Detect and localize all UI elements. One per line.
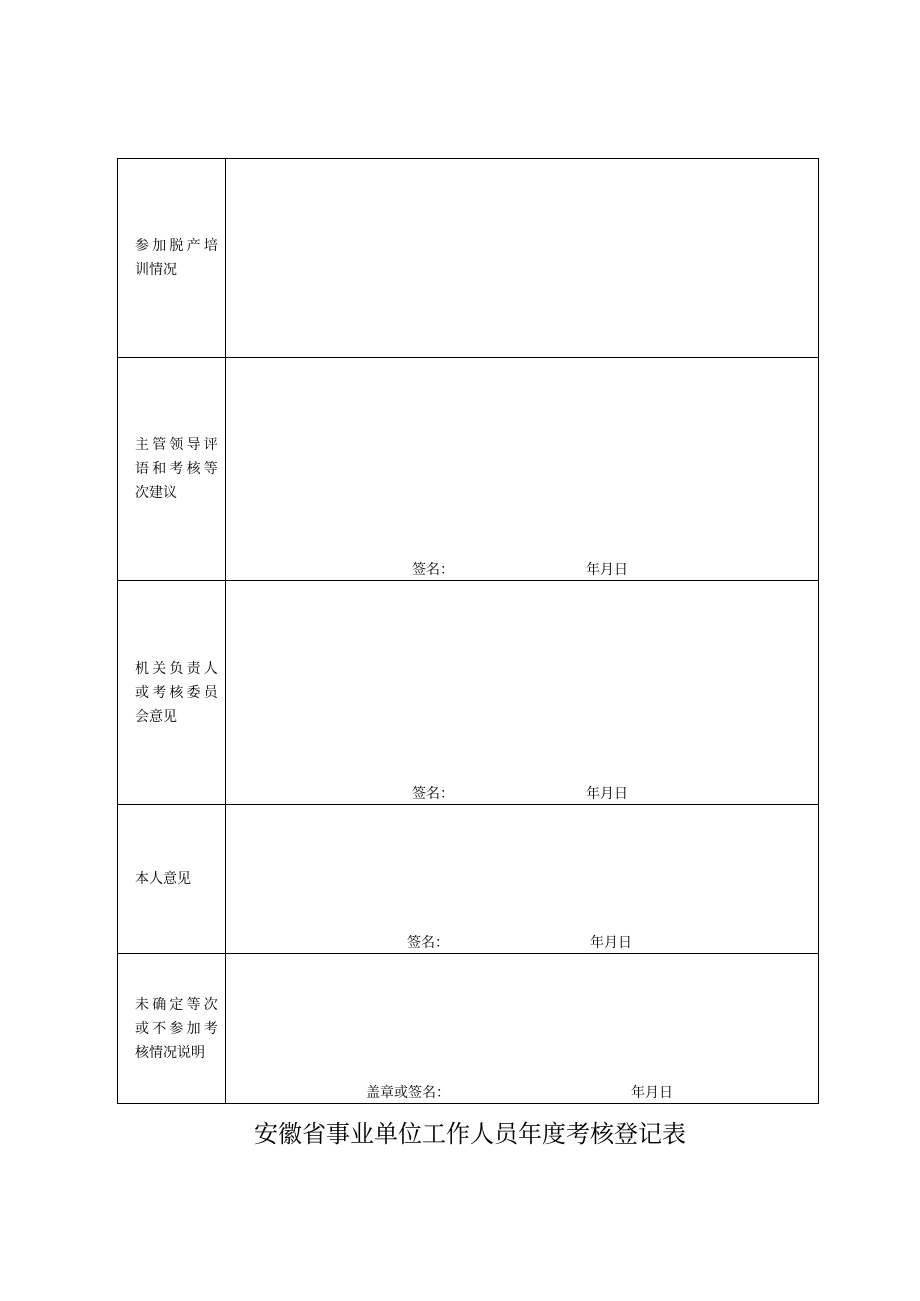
row-label-self-opinion [118, 805, 226, 954]
table-row-training [118, 159, 819, 358]
signature-label: 签名： [412, 786, 454, 802]
label-line: 机关负责人 [135, 660, 221, 677]
agency-opinion-area[interactable] [226, 581, 819, 805]
date-label: 年月日 [586, 786, 628, 802]
supervisor-comments-area[interactable] [226, 358, 819, 581]
label-line: 本人意见 [135, 871, 191, 887]
row-label-agency-opinion [118, 581, 226, 805]
training-content-area[interactable] [226, 159, 819, 358]
label-line: 训情况 [135, 262, 177, 278]
label-line: 核情况说明 [135, 1044, 205, 1061]
seal-or-signature-label: 盖章或签名： [366, 1085, 450, 1101]
label-line: 未确定等次 [135, 996, 221, 1013]
table-row-supervisor-comments [118, 358, 819, 581]
table-row-unassessed-explanation [118, 954, 819, 1104]
unassessed-explanation-area[interactable] [226, 954, 819, 1104]
label-line: 或考核委员 [135, 684, 221, 701]
self-opinion-area[interactable] [226, 805, 819, 954]
row-label-training [118, 159, 226, 358]
label-line: 或不参加考 [135, 1020, 221, 1037]
label-line: 会意见 [135, 708, 177, 725]
date-label: 年月日 [586, 562, 628, 578]
label-line: 参加脱产培 [135, 238, 221, 254]
table-row-self-opinion [118, 805, 819, 954]
label-line: 次建议 [135, 485, 177, 501]
signature-label: 签名： [407, 935, 449, 951]
table-row-agency-opinion [118, 581, 819, 805]
date-label: 年月日 [590, 935, 632, 951]
date-label: 年月日 [631, 1085, 673, 1101]
assessment-form-table [117, 158, 819, 1104]
document-title: 安徽省事业单位工作人员年度考核登记表 [254, 1120, 686, 1148]
signature-label: 签名： [412, 562, 454, 578]
row-label-unassessed-explanation [118, 954, 226, 1104]
label-line: 主管领导评 [135, 437, 221, 453]
row-label-supervisor-comments [118, 358, 226, 581]
label-line: 语和考核等 [135, 461, 221, 477]
